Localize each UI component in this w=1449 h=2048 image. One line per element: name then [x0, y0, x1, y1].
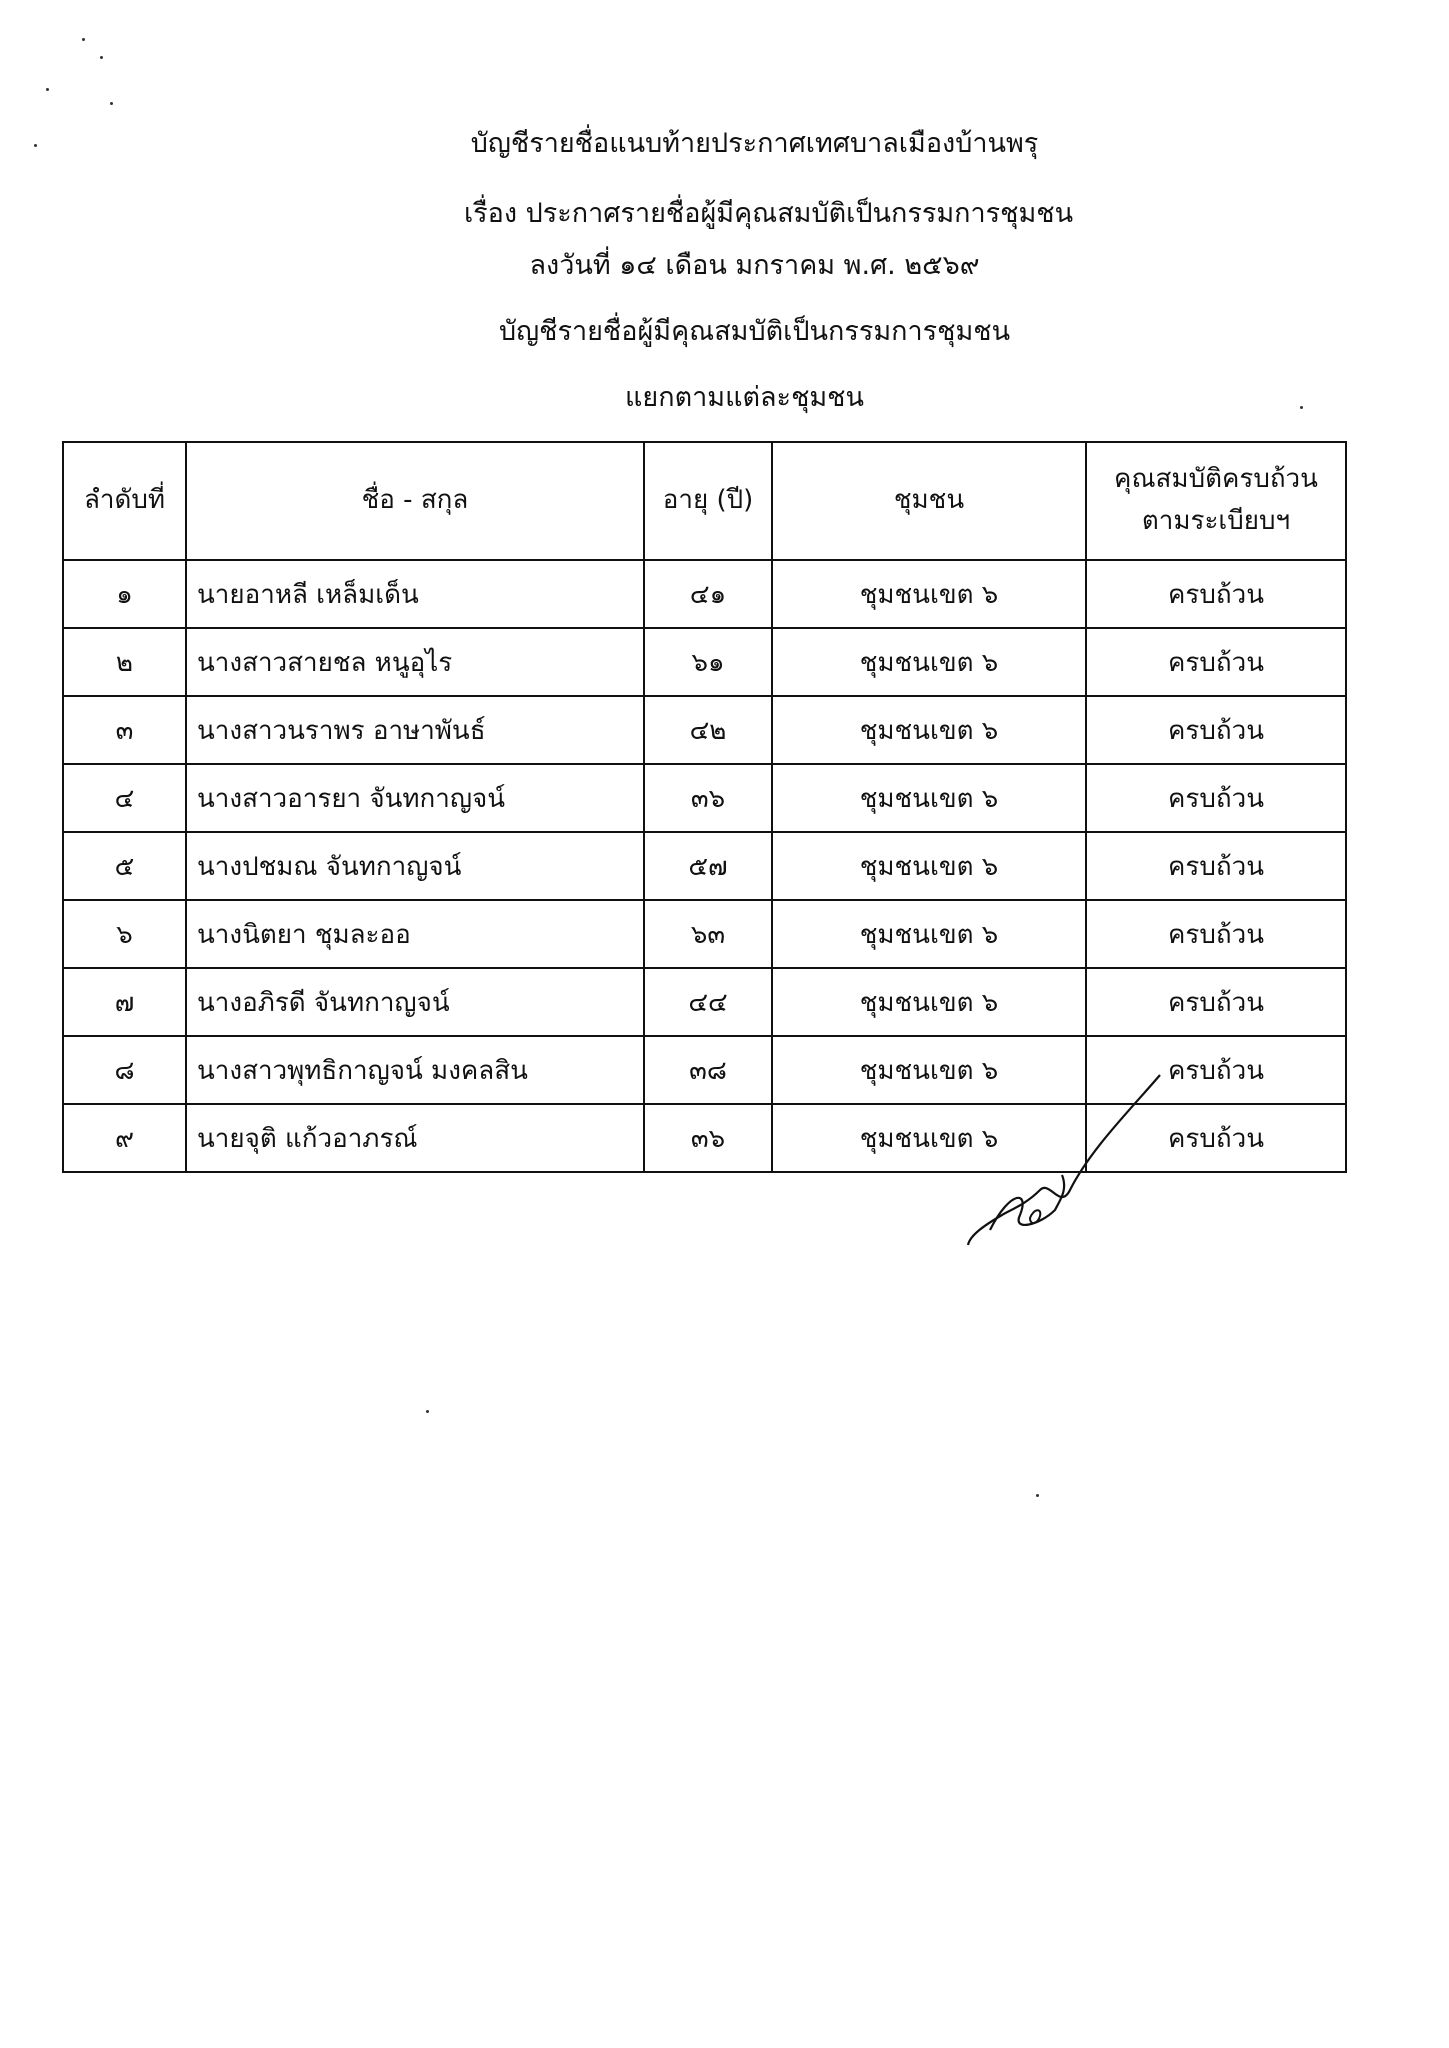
cell-number: ๙ [63, 1104, 186, 1172]
signature [960, 1040, 1190, 1250]
cell-community: ชุมชนเขต ๖ [772, 832, 1086, 900]
table-row [63, 628, 1346, 696]
cell-community: ชุมชนเขต ๖ [772, 628, 1086, 696]
table-row [63, 968, 1346, 1036]
col-header-qualification-line2: ตามระเบียบฯ [1141, 506, 1291, 536]
document-subject: เรื่อง ประกาศรายชื่อผู้มีคุณสมบัติเป็นกรรมการชุมชน [463, 198, 1074, 229]
cell-qualification: ครบถ้วน [1086, 1036, 1346, 1104]
cell-community: ชุมชนเขต ๖ [772, 900, 1086, 968]
scan-speck [1036, 1494, 1039, 1497]
table-row [63, 696, 1346, 764]
cell-number: ๖ [63, 900, 186, 968]
cell-number: ๑ [63, 560, 186, 628]
col-header-number: ลำดับที่ [63, 442, 186, 560]
cell-community: ชุมชนเขต ๖ [772, 696, 1086, 764]
col-header-age: อายุ (ปี) [644, 442, 772, 560]
cell-qualification: ครบถ้วน [1086, 628, 1346, 696]
cell-age: ๓๖ [644, 1104, 772, 1172]
cell-qualification: ครบถ้วน [1086, 764, 1346, 832]
cell-community: ชุมชนเขต ๖ [772, 560, 1086, 628]
cell-name: นางอภิรดี จันทกาญจน์ [186, 968, 644, 1036]
cell-number: ๘ [63, 1036, 186, 1104]
cell-name: นางนิตยา ชุมละออ [186, 900, 644, 968]
cell-qualification: ครบถ้วน [1086, 1104, 1346, 1172]
cell-name: นางสาวนราพร อาษาพันธ์ [186, 696, 644, 764]
table-row [63, 832, 1346, 900]
cell-age: ๖๓ [644, 900, 772, 968]
cell-community: ชุมชนเขต ๖ [772, 1036, 1086, 1104]
table-row [63, 560, 1346, 628]
scan-speck [34, 144, 37, 147]
cell-age: ๔๔ [644, 968, 772, 1036]
table-header-row [63, 442, 1346, 560]
cell-qualification: ครบถ้วน [1086, 696, 1346, 764]
cell-community: ชุมชนเขต ๖ [772, 968, 1086, 1036]
cell-number: ๗ [63, 968, 186, 1036]
cell-age: ๖๑ [644, 628, 772, 696]
cell-name: นางสาวพุทธิกาญจน์ มงคลสิน [186, 1036, 644, 1104]
col-header-qualification [1086, 442, 1346, 560]
table-row [63, 900, 1346, 968]
cell-number: ๔ [63, 764, 186, 832]
scan-speck [100, 56, 103, 59]
col-header-name: ชื่อ - สกุล [186, 442, 644, 560]
col-header-community: ชุมชน [772, 442, 1086, 560]
cell-qualification: ครบถ้วน [1086, 900, 1346, 968]
table-row [63, 764, 1346, 832]
cell-community: ชุมชนเขต ๖ [772, 1104, 1086, 1172]
scan-speck [82, 38, 85, 41]
cell-age: ๓๖ [644, 764, 772, 832]
cell-number: ๕ [63, 832, 186, 900]
list-subtitle: แยกตามแต่ละชุมชน [625, 382, 864, 413]
cell-qualification: ครบถ้วน [1086, 832, 1346, 900]
list-title: บัญชีรายชื่อผู้มีคุณสมบัติเป็นกรรมการชุมชน [498, 316, 1011, 347]
cell-name: นายจุติ แก้วอาภรณ์ [186, 1104, 644, 1172]
scan-speck [1300, 406, 1303, 409]
scan-speck [46, 88, 49, 91]
cell-community: ชุมชนเขต ๖ [772, 764, 1086, 832]
cell-age: ๕๗ [644, 832, 772, 900]
cell-number: ๒ [63, 628, 186, 696]
cell-age: ๓๘ [644, 1036, 772, 1104]
cell-qualification: ครบถ้วน [1086, 968, 1346, 1036]
document-title: บัญชีรายชื่อแนบท้ายประกาศเทศบาลเมืองบ้านพรุ [470, 128, 1039, 159]
cell-age: ๔๑ [644, 560, 772, 628]
cell-name: นางสาวอารยา จันทกาญจน์ [186, 764, 644, 832]
cell-name: นางปชมณ จันทกาญจน์ [186, 832, 644, 900]
cell-qualification: ครบถ้วน [1086, 560, 1346, 628]
cell-name: นางสาวสายชล หนูอุไร [186, 628, 644, 696]
col-header-qualification-line1: คุณสมบัติครบถ้วน [1114, 464, 1318, 495]
document-date: ลงวันที่ ๑๔ เดือน มกราคม พ.ศ. ๒๕๖๙ [529, 250, 980, 281]
cell-name: นายอาหลี เหล็มเด็น [186, 560, 644, 628]
cell-number: ๓ [63, 696, 186, 764]
cell-age: ๔๒ [644, 696, 772, 764]
scan-speck [426, 1410, 429, 1413]
scan-speck [110, 102, 113, 105]
